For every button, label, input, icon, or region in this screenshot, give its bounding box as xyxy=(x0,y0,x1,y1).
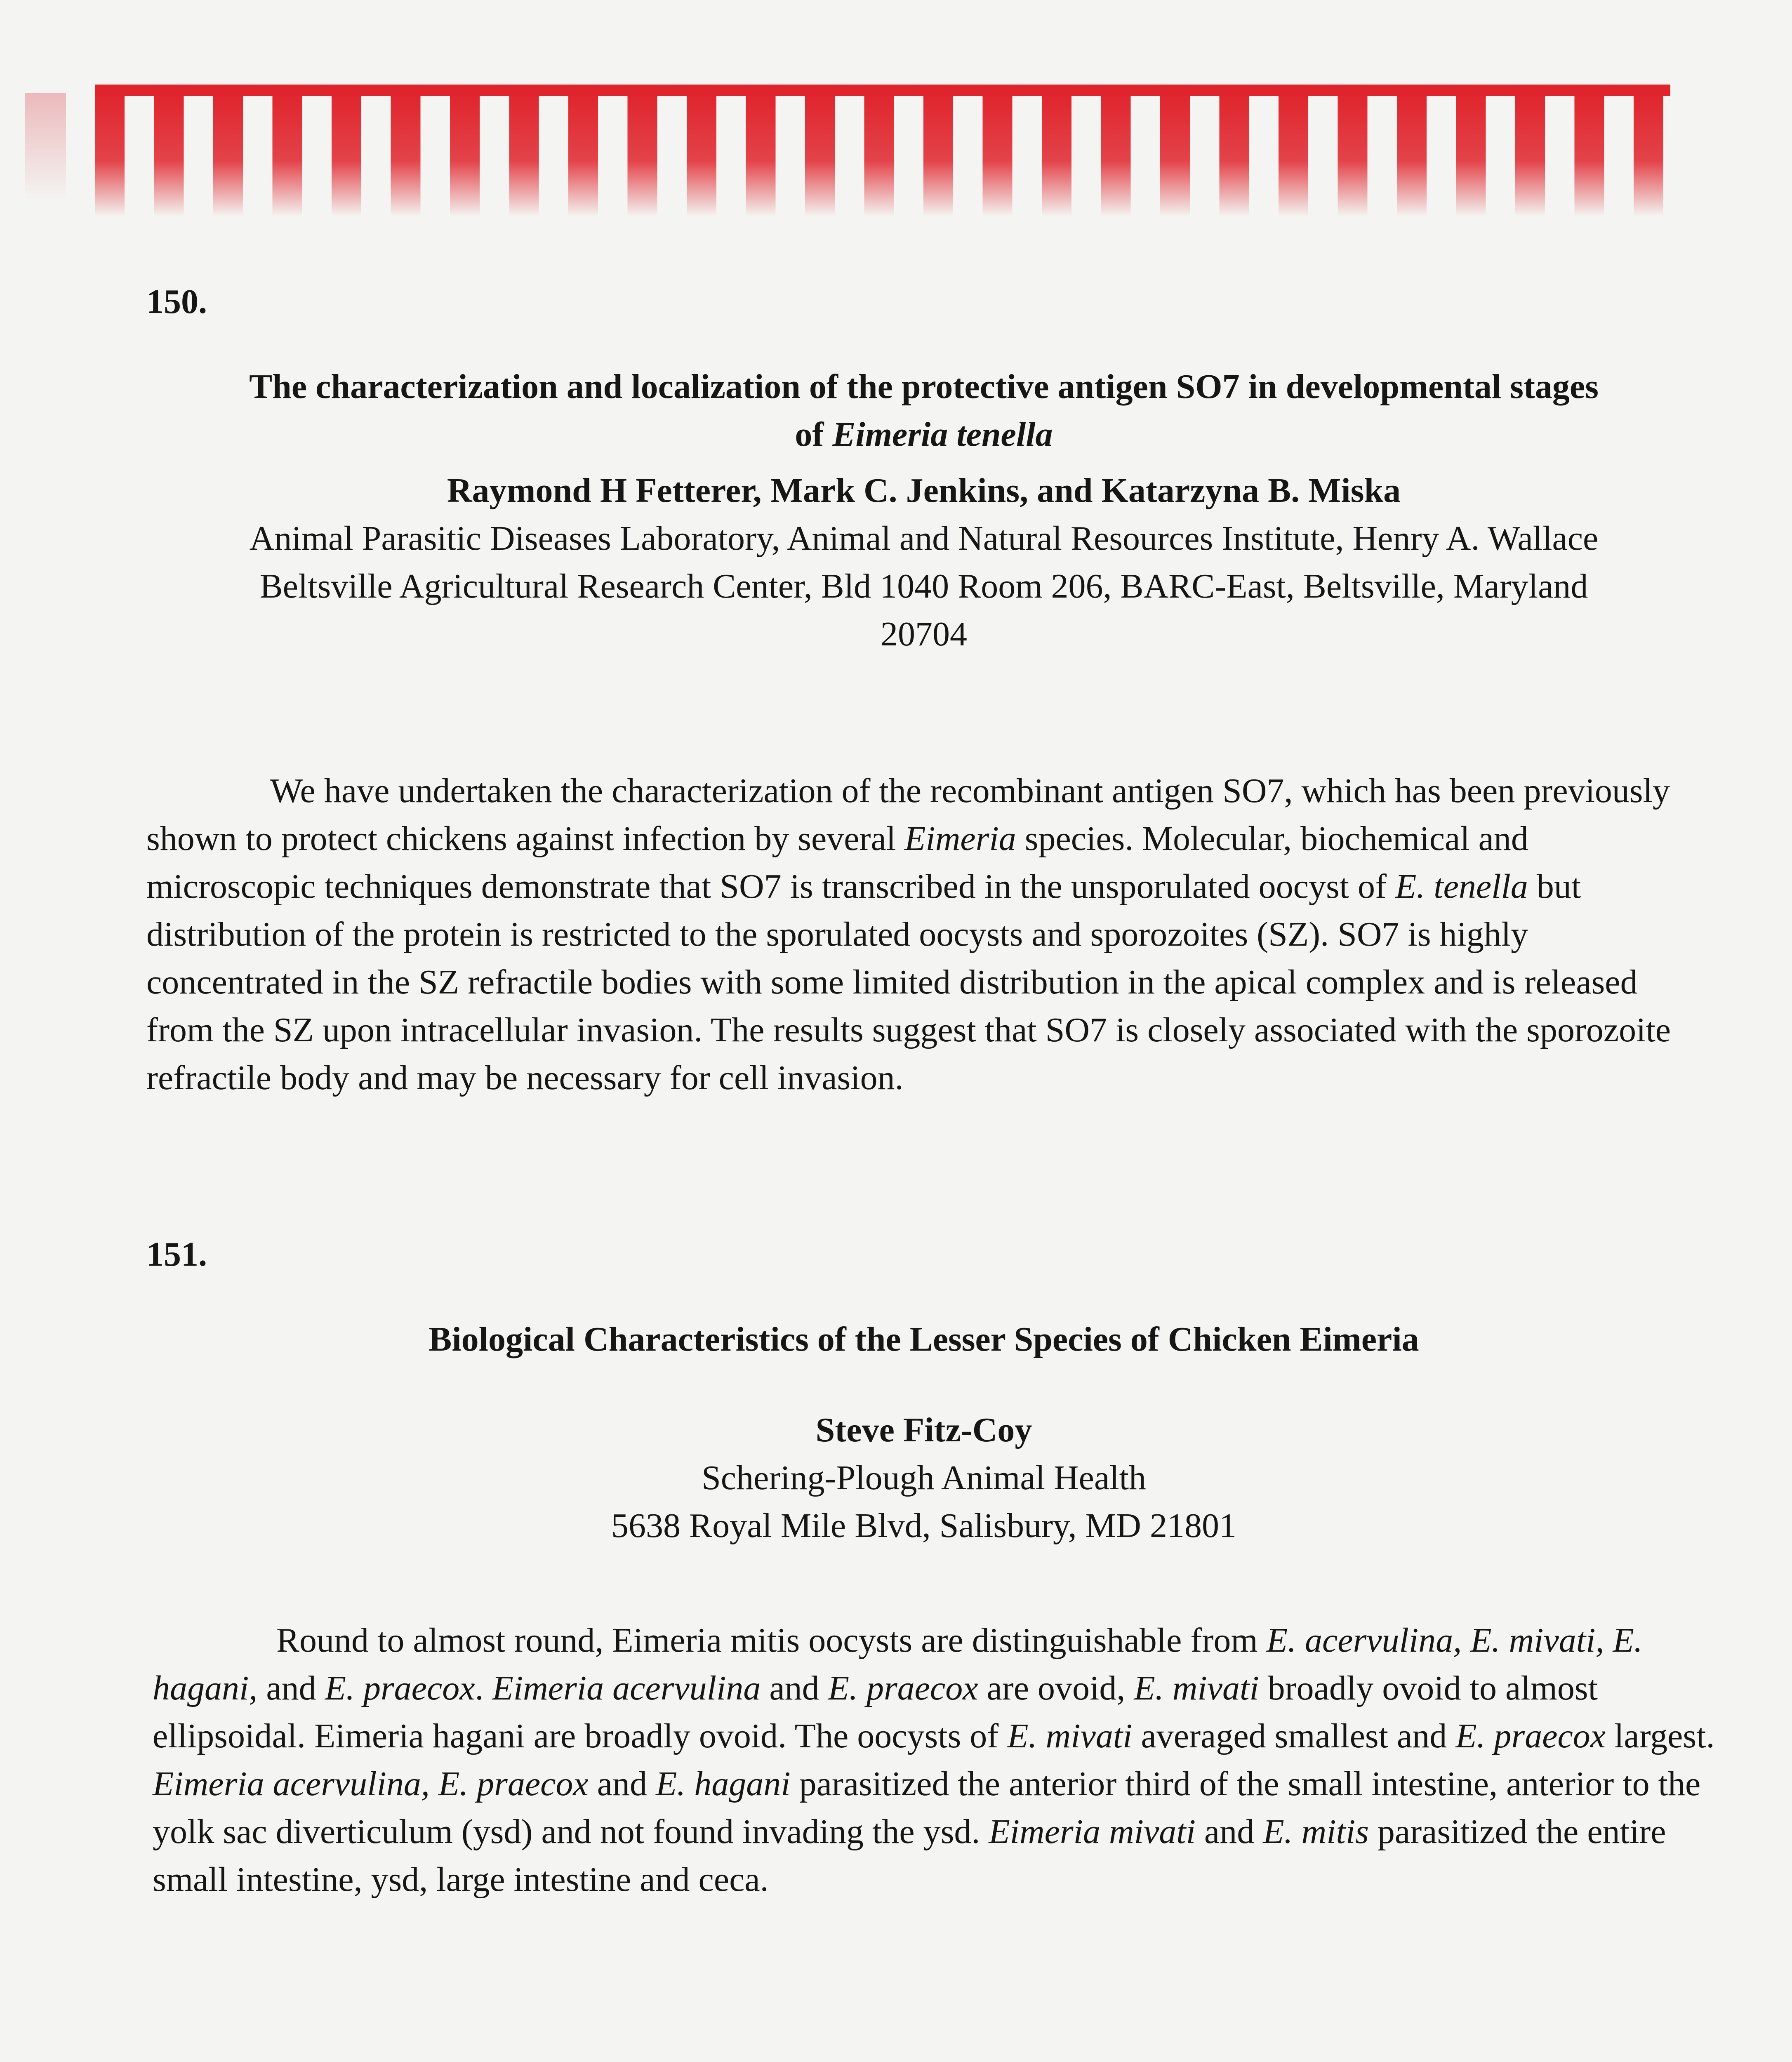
stripe-bar xyxy=(1515,93,1545,217)
italic-term: E. mivati xyxy=(1134,1669,1259,1707)
stripe-bar xyxy=(923,93,953,217)
abstract-151 xyxy=(146,1237,1705,1272)
affiliation-line: Schering-Plough Animal Health xyxy=(702,1459,1146,1497)
text-run: We have undertaken the characterization of the recombinant antigen SO7, which has been previously shown to protect chickens against infection by several xyxy=(146,772,1670,858)
stripe-bar xyxy=(509,93,539,217)
italic-term: E. tenella xyxy=(1395,867,1528,906)
stripe-bar xyxy=(687,93,716,217)
stripe-bar xyxy=(391,93,421,217)
affiliation-line: Animal Parasitic Diseases Laboratory, Animal and Natural Resources Institute, Henry A. Wallace xyxy=(249,519,1599,558)
affiliation-line: 5638 Royal Mile Blvd, Salisbury, MD 21801 xyxy=(611,1506,1236,1545)
stripe-bar xyxy=(154,93,184,217)
stripe-bar xyxy=(1220,93,1249,217)
stripe-bar xyxy=(805,93,835,217)
stripe-bar xyxy=(213,93,243,217)
stripe-bar xyxy=(628,93,657,217)
italic-term: E. mivati xyxy=(1007,1717,1133,1755)
abstract-authors: Raymond H Fetterer, Mark C. Jenkins, and Katarzyna B. Miska xyxy=(447,471,1401,510)
abstract-body xyxy=(153,1617,1720,1904)
stripe-bar xyxy=(864,93,894,217)
italic-term: Eimeria xyxy=(904,819,1016,858)
abstract-number: 150. xyxy=(146,282,207,321)
stripe-bar xyxy=(1042,93,1071,217)
abstract-number: 151. xyxy=(146,1235,207,1273)
abstract-150 xyxy=(146,282,1705,321)
stripe-bar xyxy=(1338,93,1368,217)
abstract-body xyxy=(146,767,1705,1102)
stripe-bar xyxy=(1575,93,1604,217)
text-run: parasitized the anterior third of the small intestine, anterior to the yolk sac diverticulum (ysd) and not found invading the ysd. xyxy=(153,1765,1701,1851)
body-text xyxy=(146,772,1671,1097)
abstract-affiliation xyxy=(124,1454,1724,1550)
title-species: Eimeria tenella xyxy=(832,415,1053,454)
text-run: and xyxy=(761,1669,828,1707)
stripe-bar xyxy=(332,93,361,217)
italic-term: E. hagani xyxy=(655,1765,791,1803)
abstract-title xyxy=(124,363,1724,459)
stripe-bar xyxy=(1456,93,1486,217)
abstract-150-body xyxy=(146,767,1705,1102)
italic-term: Eimeria mivati xyxy=(989,1812,1196,1851)
text-run: broadly ovoid to almost ellipsoidal. Eimeria hagani are broadly ovoid. The oocysts of xyxy=(153,1669,1598,1755)
italic-term: E. mitis xyxy=(1263,1812,1369,1851)
stripe-bar xyxy=(1634,93,1663,217)
abstract-151-body xyxy=(153,1617,1720,1904)
italic-term: E. praecox xyxy=(325,1669,475,1707)
text-run: species. Molecular, biochemical and microscopic techniques demonstrate that SO7 is transcribed in the unsporulated oocyst of xyxy=(146,819,1528,906)
text-run: parasitized the entire small intestine, ysd, large intestine and ceca. xyxy=(153,1812,1666,1899)
stripe-bar xyxy=(983,93,1013,217)
abstract-authors: Steve Fitz-Coy xyxy=(815,1411,1032,1449)
italic-term: E. acervulina, E. mivati, E. hagani, xyxy=(153,1621,1643,1707)
abstract-150-title-block xyxy=(124,363,1724,658)
text-run: are ovoid, xyxy=(978,1669,1134,1707)
abstract-affiliation xyxy=(124,515,1724,658)
abstract-title: Biological Characteristics of the Lesser Species of Chicken Eimeria xyxy=(429,1320,1419,1358)
text-run: and xyxy=(1195,1812,1263,1851)
stripe-bar xyxy=(450,93,480,217)
stripe-bar xyxy=(95,93,125,217)
text-run: . xyxy=(475,1669,492,1707)
stripe-bar xyxy=(1397,93,1427,217)
affiliation-line: 20704 xyxy=(881,615,967,653)
stripe-bar xyxy=(273,93,302,217)
text-run: Round to almost round, Eimeria mitis oocysts are distinguishable from xyxy=(276,1621,1267,1659)
text-run: averaged smallest and xyxy=(1132,1717,1456,1755)
italic-term: E. praecox xyxy=(1455,1717,1606,1755)
title-line-1: The characterization and localization of the protective antigen SO7 in developmental stages xyxy=(249,367,1599,406)
text-run: and xyxy=(257,1669,325,1707)
text-run: and xyxy=(588,1765,656,1803)
stripe-bar xyxy=(1160,93,1190,217)
italic-term: Eimeria acervulina xyxy=(492,1669,761,1707)
italic-term: E. praecox xyxy=(828,1669,978,1707)
stripe-bar xyxy=(1101,93,1131,217)
text-run: but distribution of the protein is restricted to the sporulated oocysts and sporozoites (SZ). SO7 is highly concentrated in the SZ refractile bodies with some limited distribution in the apical complex and is released from the SZ upon intracellular invasion. The results suggest that SO7 is closely associated with the sporozoite refractile body and may be necessary for cell invasion. xyxy=(146,867,1671,1097)
title-line-2-prefix: of xyxy=(795,415,833,454)
stripe-bar xyxy=(568,93,598,217)
affiliation-line: Beltsville Agricultural Research Center, Bld 1040 Room 206, BARC-East, Beltsville, Maryland xyxy=(259,567,1588,605)
italic-term: Eimeria acervulina, E. praecox xyxy=(153,1765,589,1803)
text-run: largest. xyxy=(1606,1717,1715,1755)
abstract-151-author-block xyxy=(124,1406,1724,1550)
stripe-bar xyxy=(746,93,776,217)
abstract-151-title-block xyxy=(124,1316,1724,1363)
decorative-stripe-header xyxy=(25,80,1670,221)
stripe-bar xyxy=(1279,93,1308,217)
body-text xyxy=(153,1621,1714,1899)
